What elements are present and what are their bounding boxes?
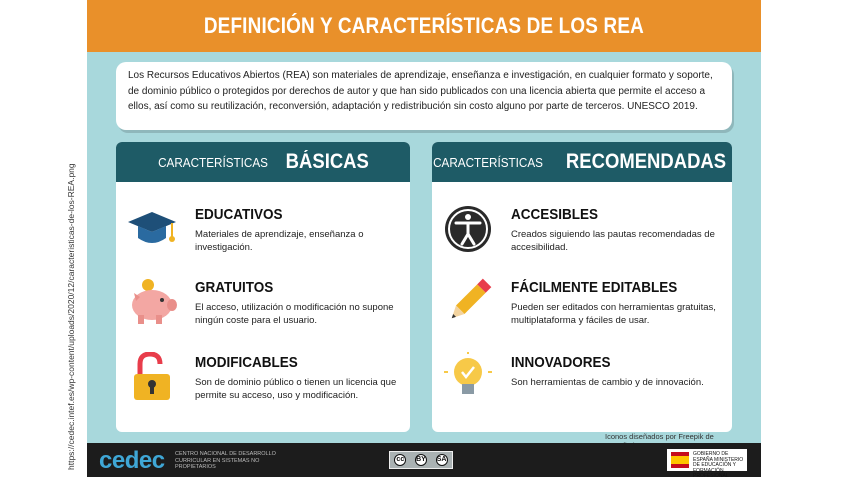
recommended-header-small: CARACTERÍSTICAS xyxy=(433,154,543,170)
recommended-characteristics-card xyxy=(432,142,732,432)
basic-header-small: CARACTERÍSTICAS xyxy=(157,154,268,170)
creative-commons-badge[interactable] xyxy=(389,451,453,469)
footer-bar xyxy=(87,443,761,477)
item-title: EDUCATIVOS xyxy=(195,206,283,223)
item-modificables xyxy=(116,352,410,416)
basic-header-big: BÁSICAS xyxy=(285,150,369,173)
recommended-card-header xyxy=(432,142,732,182)
government-text: GOBIERNO DE ESPAÑA MINISTERIO DE EDUCACIÓN Y FORMACIÓN PROFESIONAL xyxy=(693,451,744,477)
item-title: GRATUITOS xyxy=(195,279,274,296)
item-description: Creados siguiendo las pautas recomendadas de accesibilidad. xyxy=(511,229,715,253)
by-icon: BY xyxy=(415,454,427,466)
accessibility-icon xyxy=(442,204,494,254)
source-url: https://cedec.intef.es/wp-content/uploads/2020/12/caracteristicas-de-los-REA.png xyxy=(66,163,76,470)
item-title: ACCESIBLES xyxy=(511,206,599,223)
infographic xyxy=(87,0,761,477)
item-facilmente-editables xyxy=(432,277,732,341)
header-bar xyxy=(87,0,761,52)
item-description: Son de dominio público o tienen un licencia que permite su acceso, uso y modificación. xyxy=(195,377,397,401)
graduation-cap-icon xyxy=(126,204,178,254)
item-description: Pueden ser editados con herramientas gratuitas, multiplataforma y fáciles de usar. xyxy=(511,302,716,326)
basic-characteristics-card xyxy=(116,142,410,432)
item-educativos xyxy=(116,204,410,268)
icon-credit: Iconos diseñados por Freepik de xyxy=(605,432,714,441)
spain-flag-icon xyxy=(671,452,689,468)
sa-icon: SA xyxy=(436,454,448,466)
cedec-logo: cedec xyxy=(99,447,165,474)
item-description: El acceso, utilización o modificación no supone ningún coste para el usuario. xyxy=(195,302,394,326)
definition-box xyxy=(116,62,732,130)
government-logo xyxy=(667,449,747,477)
pencil-icon xyxy=(442,277,494,327)
item-title: MODIFICABLES xyxy=(195,354,298,371)
basic-card-header xyxy=(116,142,410,182)
page-title: DEFINICIÓN Y CARACTERÍSTICAS DE LOS REA xyxy=(203,13,645,38)
item-accesibles xyxy=(432,204,732,268)
cedec-logo-subtitle: CENTRO NACIONAL DE DESARROLLO CURRICULAR EN SISTEMAS NO PROPIETARIOS xyxy=(175,451,276,470)
piggy-bank-icon xyxy=(126,277,178,327)
item-title: INNOVADORES xyxy=(511,354,611,371)
definition-text: Los Recursos Educativos Abiertos (REA) son materiales de aprendizaje, enseñanza e investigación, en cualquier formato y soporte, de dominio público o protegidos por derechos de autor y que han sido publicados con una licencia abierta que permite el acceso a ellos, así como su reutilización, reconversión, adaptación y redistribución sin costo alguno por parte de terceros. UNESCO 2019. xyxy=(128,70,713,112)
item-innovadores xyxy=(432,352,732,416)
lightbulb-icon xyxy=(442,352,494,402)
open-padlock-icon xyxy=(126,352,178,402)
item-title: FÁCILMENTE EDITABLES xyxy=(511,279,678,296)
item-description: Son herramientas de cambio y de innovación. xyxy=(511,377,704,388)
item-gratuitos xyxy=(116,277,410,341)
cc-icon: cc xyxy=(394,454,406,466)
item-description: Materiales de aprendizaje, enseñanza o investigación. xyxy=(195,229,364,253)
recommended-header-big: RECOMENDADAS xyxy=(565,150,727,173)
